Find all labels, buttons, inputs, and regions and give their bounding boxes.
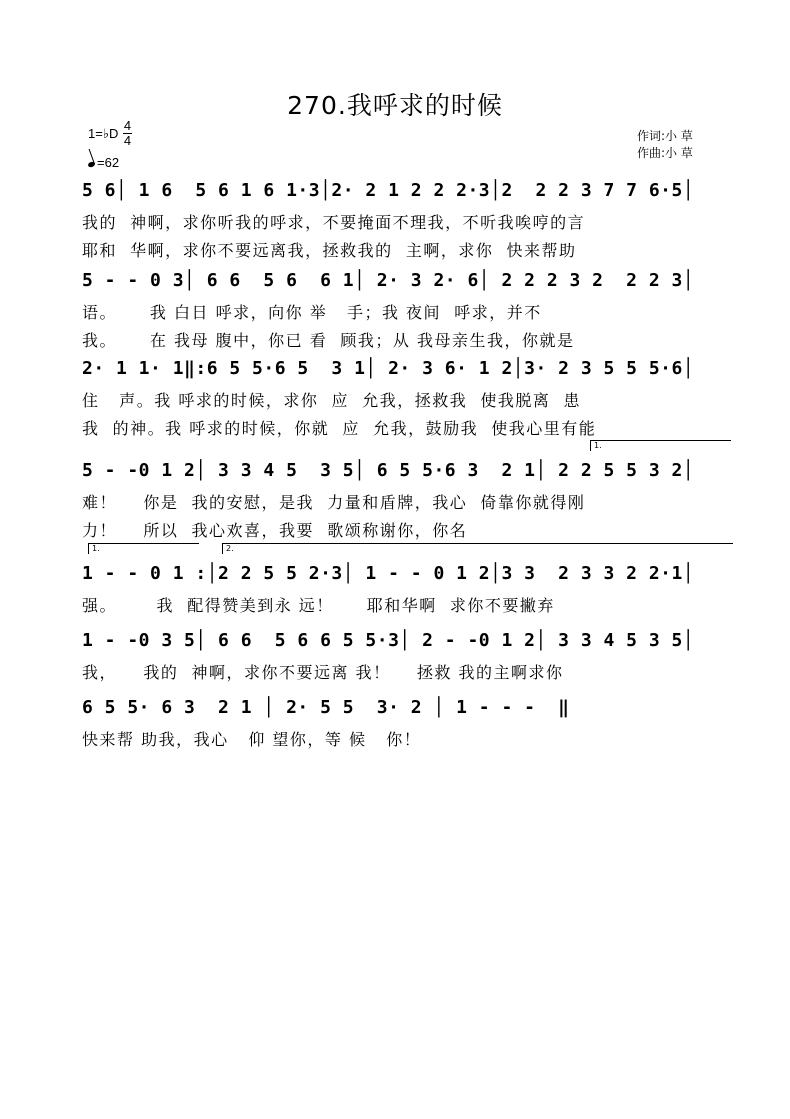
lyricist-credit: 作词:小 草 [637, 129, 693, 143]
tempo-marking [88, 155, 119, 170]
lyric-verse-1: 我的 神啊，求你听我的呼求，不要掩面不理我，不听我唉哼的言 [82, 213, 586, 232]
notation-line: 1 - - 0 1 :│2 2 5 5 2·3│ 1 - - 0 1 2│3 3 2 3 3 2 2·1│ [82, 563, 695, 584]
volta-label: 1. [594, 441, 602, 450]
time-signature [123, 119, 132, 148]
lyric-verse-1: 强。 我 配得赞美到永 远！ 耶和华啊 求你不要撇弃 [82, 596, 555, 615]
key-signature: 1=♭D [88, 126, 119, 141]
time-signature-top: 4 [123, 118, 132, 133]
volta-bracket-1b [88, 543, 199, 554]
lyric-verse-2: 我。 在 我母 腹中，你已 看 顾我；从 我母亲生我，你就是 [82, 331, 575, 350]
quarter-note-icon [87, 161, 95, 168]
notation-line: 5 - - 0 3│ 6 6 5 6 6 1│ 2· 3 2· 6│ 2 2 2 3 2 2 2 3│ [82, 270, 695, 291]
lyric-verse-1: 语。 我 白日 呼求，向你 举 手；我 夜间 呼求，并不 [82, 303, 542, 322]
lyric-verse-2: 我 的神。我 呼求的时候，你就 应 允我，鼓励我 使我心里有能 [82, 419, 597, 438]
lyric-verse-2: 力！ 所以 我心欢喜，我要 歌颂称谢你，你名 [82, 521, 468, 540]
volta-bracket-2 [222, 543, 733, 554]
volta-bracket-1 [590, 440, 731, 451]
lyric-verse-1: 快来帮 助我，我心 仰 望你，等 候 你！ [82, 730, 422, 749]
volta-label: 1. [92, 544, 100, 553]
song-title: 270.我呼求的时候 [287, 91, 503, 120]
notation-line: 6 5 5· 6 3 2 1 │ 2· 5 5 3· 2 │ 1 - - - ‖ [82, 697, 570, 718]
notation-line: 5 6│ 1 6 5 6 1 6 1·3│2· 2 1 2 2 2·3│2 2 2 3 7 7 6·5│ [82, 180, 695, 201]
composer-credit: 作曲:小 草 [637, 146, 693, 160]
notation-line: 2· 1 1· 1‖:6 5 5·6 5 3 1│ 2· 3 6· 1 2│3· 2 3 5 5 5·6│ [82, 358, 695, 379]
lyric-verse-1: 我， 我的 神啊，求你不要远离 我！ 拯救 我的主啊求你 [82, 663, 564, 682]
notation-line: 1 - -0 3 5│ 6 6 5 6 6 5 5·3│ 2 - -0 1 2│ 3 3 4 5 3 5│ [82, 630, 695, 651]
time-signature-bottom: 4 [123, 133, 132, 148]
volta-label: 2. [226, 544, 234, 553]
lyric-verse-2: 耶和 华啊，求你不要远离我，拯救我的 主啊，求你 快来帮助 [82, 241, 577, 260]
lyric-verse-1: 住 声。我 呼求的时候，求你 应 允我，拯救我 使我脱离 患 [82, 391, 582, 410]
notation-line: 5 - -0 1 2│ 3 3 4 5 3 5│ 6 5 5·6 3 2 1│ 2 2 5 5 3 2│ [82, 460, 695, 481]
lyric-verse-1: 难！ 你是 我的安慰，是我 力量和盾牌，我心 倚靠你就得刚 [82, 493, 586, 512]
tempo-value: =62 [97, 155, 120, 170]
